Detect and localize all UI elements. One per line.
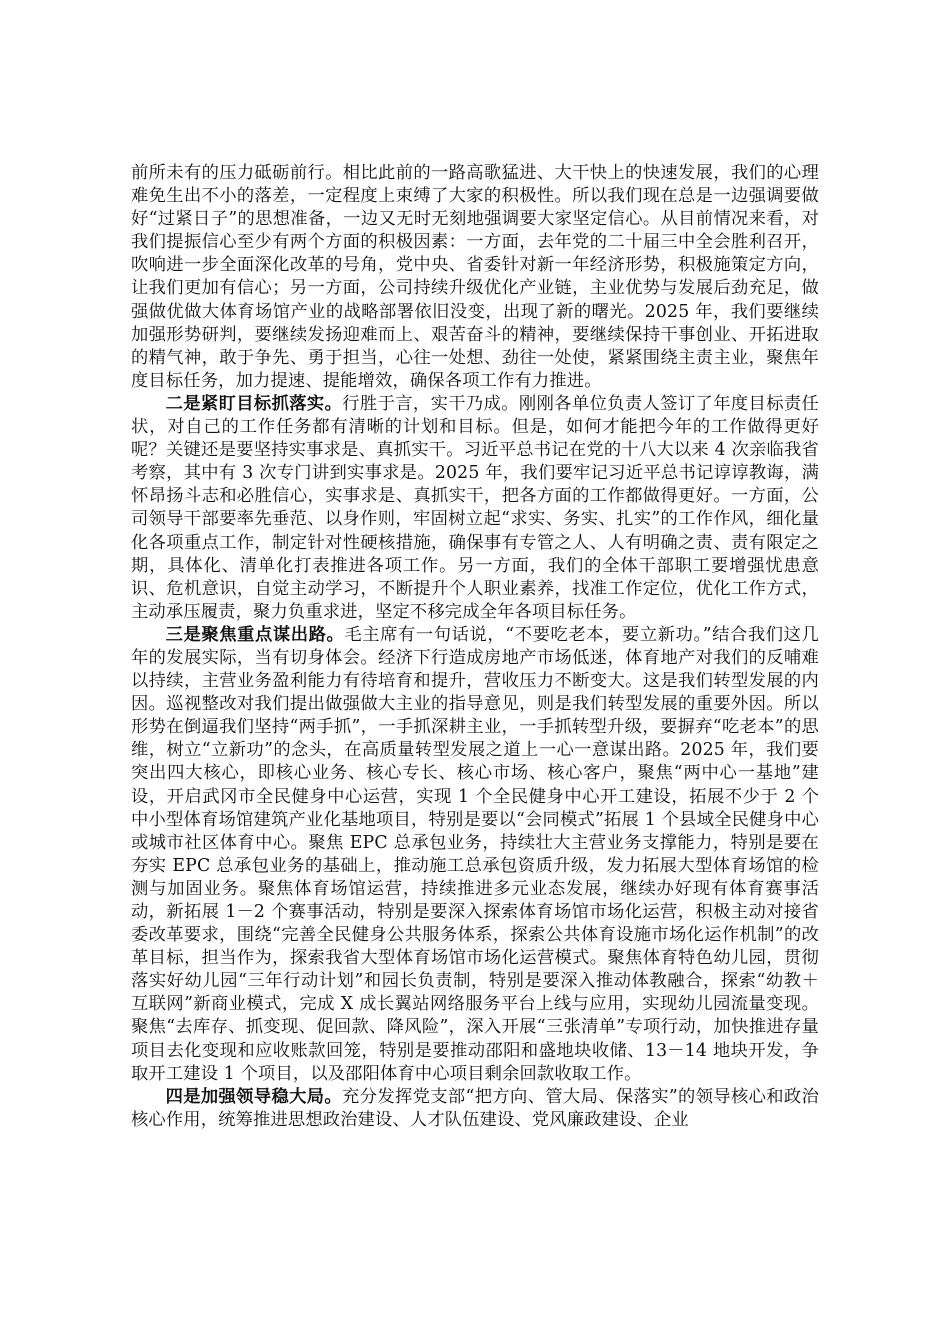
section-heading: 四是加强领导稳大局。	[165, 1086, 343, 1107]
document-page	[131, 162, 819, 1132]
paragraph-section-two	[131, 393, 819, 624]
paragraph-text: 行胜于言，实干乃成。刚刚各单位负责人签订了年度目标责任状，对自己的工作任务都有清晰的计划和目标。但是，如何才能把今年的工作做得更好呢？关键还是要坚持实事求是、真抓实干。习近平总书记在党的十八大以来 4 次亲临我省考察，其中有 3 次专门讲到实事求是。2025 年，我们要牢记习近平总书记谆谆教诲，满怀昂扬斗志和必胜信心，实事求是、真抓实干，把各方面的工作都做得更好。一方面，公司领导干部要率先垂范、以身作则，牢固树立起“求实、务实、扎实”的工作作风，细化量化各项重点工作，制定针对性硬核措施，确保事有专管之人、人有明确之责、责有限定之期，具体化、清单化打表推进各项工作。另一方面，我们的全体干部职工要增强忧患意识、危机意识，自觉主动学习，不断提升个人职业素养，找准工作定位，优化工作方式，主动承压履责，聚力负重求进，坚定不移完成全年各项目标任务。	[131, 393, 819, 622]
section-heading: 三是聚焦重点谋出路。	[165, 624, 345, 645]
paragraph-section-three	[131, 624, 819, 1086]
paragraph-text: 前所未有的压力砥砺前行。相比此前的一路高歌猛进、大干快上的快速发展，我们的心理难免生出不小的落差，一定程度上束缚了大家的积极性。所以我们现在总是一边强调要做好“过紧日子”的思想准备，一边又无时无刻地强调要大家坚定信心。从目前情况来看，对我们提振信心至少有两个方面的积极因素：一方面，去年党的二十届三中全会胜利召开，吹响进一步全面深化改革的号角，党中央、省委针对新一年经济形势，积极施策定方向，让我们更加有信心；另一方面，公司持续升级优化产业链，主业优势与发展后劲充足，做强做优做大体育场馆产业的战略部署依旧没变，出现了新的曙光。2025 年，我们要继续加强形势研判，要继续发扬迎难而上、艰苦奋斗的精神，要继续保持干事创业、开拓进取的精气神，敢于争先、勇于担当，心往一处想、劲往一处使，紧紧围绕主责主业，聚焦年度目标任务，加力提速、提能增效，确保各项工作有力推进。	[131, 163, 819, 391]
paragraph-continuation	[131, 162, 819, 393]
paragraph-text: 毛主席有一句话说，“不要吃老本，要立新功。”结合我们这几年的发展实际，当有切身体会。经济下行造成房地产市场低迷，体育地产对我们的反哺难以持续，主营业务盈利能力有待培育和提升，营收压力不断变大。这是我们转型发展的内因。巡视整改对我们提出做强做大主业的指导意见，则是我们转型发展的重要外因。所以形势在倒逼我们坚持“两手抓”，一手抓深耕主业，一手抓转型升级，要摒弃“吃老本”的思维，树立“立新功”的念头，在高质量转型发展之道上一心一意谋出路。2025 年，我们要突出四大核心，即核心业务、核心专长、核心市场、核心客户，聚焦“两中心一基地”建设，开启武冈市全民健身中心运营，实现 1 个全民健身中心开工建设，拓展不少于 2 个中小型体育场馆建筑产业化基地项目，特别是要以“会同模式”拓展 1 个县域全民健身中心或城市社区体育中心。聚焦 EPC 总承包业务，持续壮大主营业务支撑能力，特别是要在夯实 EPC 总承包业务的基础上，推动施工总承包资质升级，发力拓展大型体育场馆的检测与加固业务。聚焦体育场馆运营，持续推进多元业态发展，继续办好现有体育赛事活动，新拓展 1－2 个赛事活动，特别是要深入探索体育场馆市场化运营，积极主动对接省委改革要求，围绕“完善全民健身公共服务体系，探索公共体育设施市场化运作机制”的改革目标，担当作为，探索我省大型体育场馆市场化运营模式。聚焦体育特色幼儿园，贯彻落实好幼儿园“三年行动计划”和园长负责制，特别是要深入推动体教融合，探索“幼教＋互联网”新商业模式，完成 X 成长翼站网络服务平台上线与应用，实现幼儿园流量变现。聚焦“去库存、抓变现、促回款、降风险”，深入开展“三张清单”专项行动，加快推进存量项目去化变现和应收账款回笼，特别是要推动邵阳和盛地块收储、13－14 地块开发，争取开工建设 1 个项目，以及邵阳体育中心项目剩余回款收取工作。	[131, 624, 819, 1084]
paragraph-text: 充分发挥党支部“把方向、管大局、保落实”的领导核心和政治核心作用，统筹推进思想政治建设、人才队伍建设、党风廉政建设、企业	[131, 1086, 819, 1130]
section-heading: 二是紧盯目标抓落实。	[165, 393, 343, 414]
paragraph-section-four	[131, 1086, 819, 1132]
